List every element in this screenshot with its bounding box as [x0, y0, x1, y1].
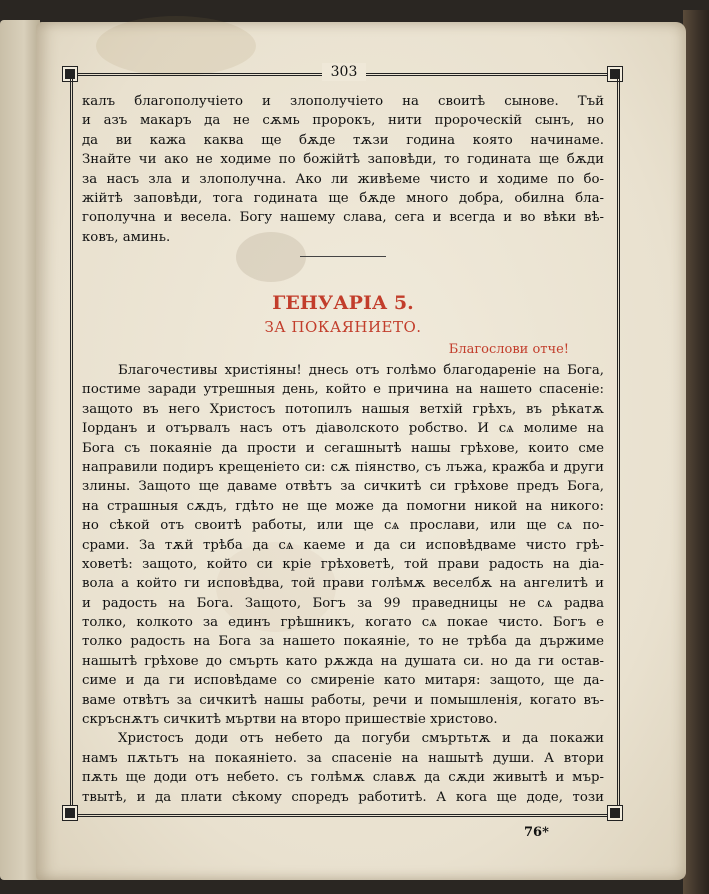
text-line: срами. За тѫй трѣба да сѧ каеме и да си исповѣдваме чисто грѣ-: [82, 537, 604, 553]
text-line: постиме заради утрешныя день, който е причина на нашето спасеніе:: [82, 382, 604, 398]
text-line: вола а който ги исповѣдва, той прави голѣмѫ веселбѫ на ангелитѣ и: [82, 576, 604, 592]
text-line: ховетѣ: защото, който си кріе грѣховетѣ, той прави радость на діа-: [82, 556, 604, 572]
text-line: жійтѣ заповѣди, тога годината ще бѫде много добра, обилна бла-: [82, 190, 604, 206]
text-line: твытѣ, и да плати сѣкому споредъ работитѣ. А кога ще доде, този: [82, 789, 604, 805]
text-line: да ви кажа каква ще бѫде тѫзи година която начинаме.: [82, 132, 604, 148]
text-line: ваме отвѣтъ за сичкитѣ нашы работы, речи и помышленія, когато въ-: [82, 692, 604, 708]
intro-paragraph: [82, 92, 604, 247]
text-line: ковъ, аминь.: [82, 229, 171, 245]
book-left-edge: [0, 20, 40, 880]
sermon-body: [82, 361, 604, 807]
text-line: и радость на Бога. Защото, Богъ за 99 праведницы не сѧ радва: [82, 595, 604, 611]
text-line: намъ пѫтьтъ на покаяніето. за спасеніе на нашытѣ души. А втори: [82, 750, 604, 766]
text-line: Знайте чи ако не ходиме по божійтѣ заповѣди, то годината ще бѫди: [82, 152, 604, 168]
frame-corner-ornament: [63, 806, 77, 820]
paper-stain: [96, 16, 256, 76]
text-line: и азъ макаръ да не сѫмь пророкъ, нити пророческій сынъ, но: [82, 113, 604, 129]
frame-corner-ornament: [608, 806, 622, 820]
text-line: защото въ него Христосъ потопилъ нашыя ветхій грѣхъ, въ рѣкатѫ: [82, 401, 604, 417]
text-line: скръснѫтъ сичкитѣ мъртви на второ пришествіе христово.: [82, 712, 498, 728]
book-spine-right: [683, 10, 709, 894]
section-title: ГЕНУАРІА 5.: [272, 292, 414, 314]
text-line: гополучна и весела. Богу нашему слава, сега и всегда и во вѣки вѣ-: [82, 210, 604, 226]
text-line: направили подиръ крещеніето си: сѫ піянство, съ лъжа, кражба и други: [82, 459, 604, 475]
text-line: симе и да ги исповѣдаме со смиреніе като митаря: защото, ще да-: [82, 673, 604, 689]
text-line: за насъ зла и злополучна. Ако ли живѣеме чисто и ходиме по бо-: [82, 171, 604, 187]
section-divider: [300, 256, 386, 257]
text-line: толко радость на Бога за нашето покаяніе, то не трѣба да държиме: [82, 634, 604, 650]
text-line: но сѣкой отъ своитѣ работы, или ще сѧ прослави, или ще сѧ по-: [82, 518, 604, 534]
section-subtitle: ЗА ПОКАЯНИЕТО.: [264, 318, 422, 336]
signature-mark: 76*: [524, 825, 549, 840]
text-line: пѫть ще доди отъ небето. съ голѣмѫ славѫ да сѫди живытѣ и мър-: [82, 770, 604, 786]
text-line: калъ благополучіето и злополучіето на своитѣ сынове. Тъй: [82, 94, 604, 109]
text-line: толко, колкото за единъ грѣшникъ, когато сѧ покае чисто. Богъ е: [82, 615, 604, 631]
text-line: нашытѣ грѣхове до смърть като рѫжда на душата си. но да ги остав-: [82, 653, 604, 669]
text-line: на страшныя сѫдъ, гдѣто не ще може да помогни никой на никого:: [82, 498, 604, 514]
text-line: Бога съ покаяніе да прости и сегашнытѣ нашы грѣхове, които сме: [82, 440, 604, 456]
page-number: 303: [322, 63, 366, 81]
text-line: Благочестивы христіяны! днесь отъ голѣмо благодареніе на Бога,: [118, 363, 604, 378]
text-line: Іорданъ и отървалъ насъ отъ діаволското робство. И сѧ молиме на: [82, 421, 604, 437]
blessing-line: Благослови отче!: [448, 342, 569, 357]
text-line: злины. Защото ще даваме отвѣтъ за сичкитѣ си грѣхове предъ Бога,: [82, 479, 604, 495]
text-line: Христосъ доди отъ небето да погуби смъртьтѫ и да покажи: [118, 731, 604, 747]
